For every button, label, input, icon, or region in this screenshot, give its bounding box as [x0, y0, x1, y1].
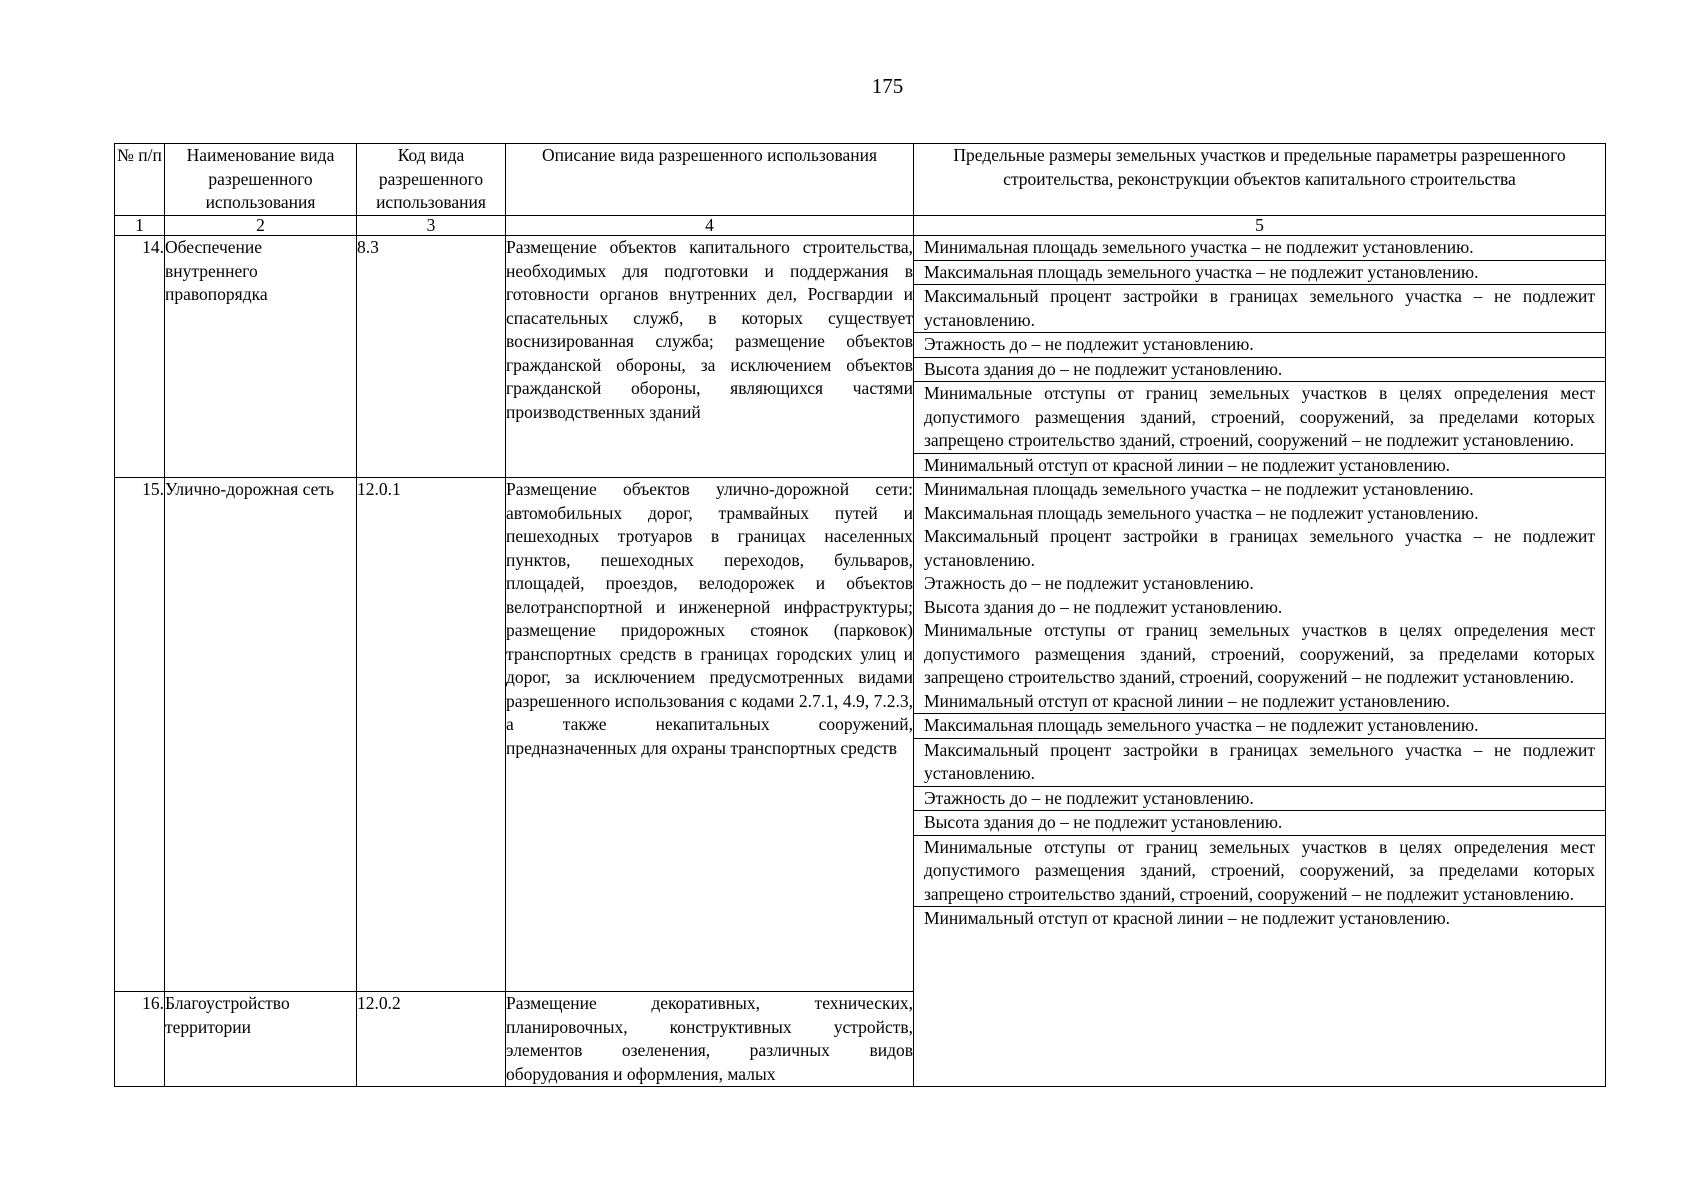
limit-parameters-cell	[914, 478, 1606, 1087]
parameter-item: Минимальный отступ от красной линии – не подлежит установлению.	[914, 906, 1605, 931]
use-code: 12.0.1	[357, 478, 506, 992]
parameter-list-plain	[914, 478, 1605, 713]
use-code: 12.0.2	[357, 992, 506, 1087]
header-use-name: Наименование вида разрешенного использования	[165, 144, 357, 216]
row-number: 15.	[115, 478, 165, 992]
row-number: 14.	[115, 236, 165, 478]
table-row-14	[115, 236, 1606, 478]
table-header-row	[115, 144, 1606, 216]
use-name: Благоустройство территории	[165, 992, 357, 1087]
column-number: 1	[115, 216, 165, 236]
column-number: 4	[506, 216, 914, 236]
use-description: Размещение объектов улично-дорожной сети: автомобильных дорог, трамвайных путей и пешеходных тротуаров в границах населенных пунктов, пешеходных переходов, бульваров, площадей, проездов, велодорожек и объектов велотранспортной и инженерной инфраструктуры; размещение придорожных стоянок (парковок) транспортных средств в границах городских улиц и дорог, за исключением предусмотренных видами разрешенного использования с кодами 2.7.1, 4.9, 7.2.3, а также некапитальных сооружений, предназначенных для охраны транспортных средств	[506, 478, 914, 992]
column-number: 2	[165, 216, 357, 236]
header-number: № п/п	[115, 144, 165, 216]
header-limit-parameters: Предельные размеры земельных участков и предельные параметры разрешенного строительства, реконструкции объектов капитального строительства	[914, 144, 1606, 216]
regulations-table-wrapper	[114, 143, 1606, 1087]
use-code: 8.3	[357, 236, 506, 478]
parameter-item: Этажность до – не подлежит установлению.	[924, 573, 1254, 593]
parameter-item: Минимальные отступы от границ земельных участков в целях определения мест допустимого размещения зданий, строений, сооружений, за пределами которых запрещено строительство зданий, строений, сооружений – не подлежит установлению.	[914, 835, 1605, 907]
parameter-item: Минимальная площадь земельного участка – не подлежит установлению.	[924, 479, 1474, 499]
parameter-item: Минимальная площадь земельного участка – не подлежит установлению.	[924, 237, 1474, 257]
use-description: Размещение декоративных, технических, планировочных, конструктивных устройств, элементов озеленения, различных видов оборудования и оформления, малых	[506, 992, 914, 1087]
parameter-item: Максимальный процент застройки в границах земельного участка – не подлежит установлению.	[924, 526, 1595, 570]
parameter-list	[914, 236, 1605, 477]
limit-parameters-cell	[914, 236, 1606, 478]
parameter-item: Высота здания до – не подлежит установлению.	[924, 596, 1283, 617]
column-number: 5	[914, 216, 1606, 236]
parameter-item: Высота здания до – не подлежит установлению.	[914, 357, 1605, 382]
parameter-list	[914, 713, 1605, 931]
parameter-item: Высота здания до – не подлежит установлению.	[914, 810, 1605, 835]
parameter-item: Максимальная площадь земельного участка – не подлежит установлению.	[914, 260, 1605, 285]
parameter-item: Этажность до – не подлежит установлению.	[914, 332, 1605, 357]
use-name: Улично-дорожная сеть	[165, 478, 357, 992]
regulations-table	[114, 143, 1606, 1087]
header-use-description: Описание вида разрешенного использования	[506, 144, 914, 216]
parameter-item: Минимальный отступ от красной линии – не подлежит установлению.	[914, 453, 1605, 478]
parameter-item: Максимальная площадь земельного участка – не подлежит установлению.	[924, 715, 1479, 735]
parameter-item: Максимальный процент застройки в границах земельного участка – не подлежит установлению.	[914, 284, 1605, 332]
parameter-item: Максимальный процент застройки в границах земельного участка – не подлежит установлению.	[914, 738, 1605, 786]
parameter-item: Минимальный отступ от красной линии – не подлежит установлению.	[924, 690, 1451, 711]
header-use-code: Код вида разрешенного использования	[357, 144, 506, 216]
parameter-item: Максимальная площадь земельного участка – не подлежит установлению.	[924, 502, 1479, 523]
column-number: 3	[357, 216, 506, 236]
page-number: 175	[871, 74, 904, 98]
use-description: Размещение объектов капитального строительства, необходимых для подготовки и поддержания в готовности органов внутренних дел, Росгвардии и спасательных служб, в которых существует воснизированная служба; размещение объектов гражданской обороны, за исключением объектов гражданской обороны, являющихся частями производственных зданий	[506, 236, 914, 478]
column-number-row	[115, 216, 1606, 236]
table-row-15	[115, 478, 1606, 992]
parameter-item: Этажность до – не подлежит установлению.	[914, 786, 1605, 811]
use-name: Обеспечение внутреннего правопорядка	[165, 236, 357, 478]
parameter-item: Минимальные отступы от границ земельных участков в целях определения мест допустимого размещения зданий, строений, сооружений, за пределами которых запрещено строительство зданий, строений, сооружений – не подлежит установлению.	[924, 620, 1595, 687]
row-number: 16.	[115, 992, 165, 1087]
parameter-item: Минимальные отступы от границ земельных участков в целях определения мест допустимого размещения зданий, строений, сооружений, за пределами которых запрещено строительство зданий, строений, сооружений – не подлежит установлению.	[914, 381, 1605, 453]
